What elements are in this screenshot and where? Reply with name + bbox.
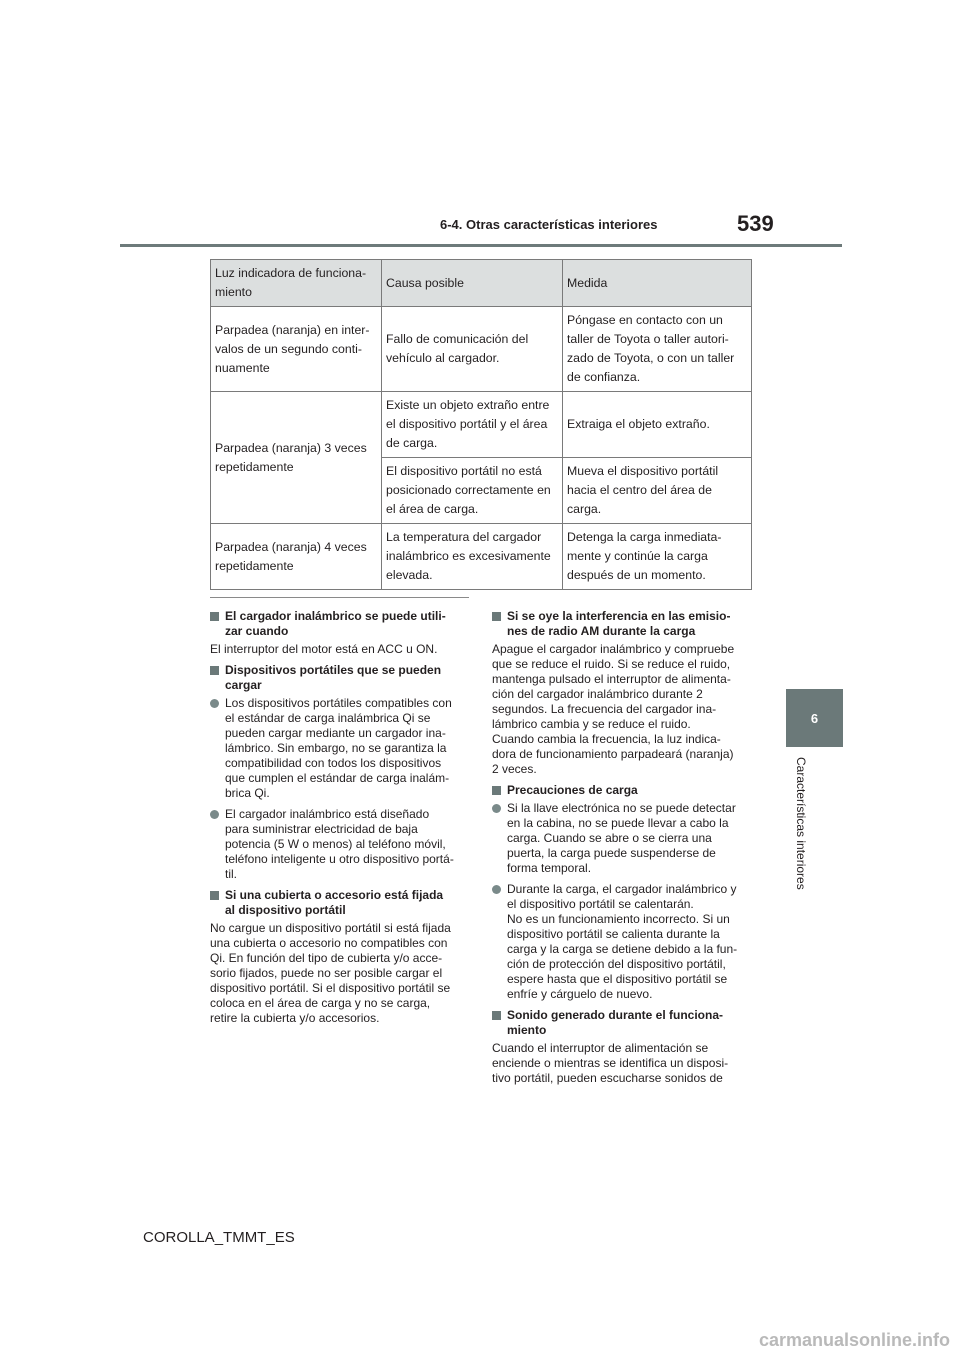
subheading bbox=[210, 609, 468, 639]
table-row bbox=[211, 392, 752, 458]
table-header-row bbox=[211, 260, 752, 307]
subheading bbox=[210, 888, 468, 918]
bullet-item bbox=[210, 807, 468, 882]
table-cell-cause: La temperatura del cargador inalámbrico es excesivamente elevada. bbox=[382, 524, 563, 590]
subheading-text: Dispositivos portátiles que se pueden cargar bbox=[225, 663, 442, 692]
table-cell-indicator: Parpadea (naranja) 3 veces repetidamente bbox=[211, 392, 382, 524]
table-row bbox=[211, 307, 752, 392]
chapter-label: Características interiores bbox=[794, 757, 808, 890]
header-rule bbox=[120, 244, 842, 247]
square-bullet-icon bbox=[492, 1011, 501, 1020]
table-cell-cause: Fallo de comunicación del vehículo al cargador. bbox=[382, 307, 563, 392]
square-bullet-icon bbox=[492, 612, 501, 621]
subheading-text: Si una cubierta o accesorio está fijada al dispositivo portátil bbox=[225, 888, 444, 917]
paragraph: El interruptor del motor está en ACC u ON. bbox=[210, 642, 438, 656]
header-indicator: Luz indicadora de funciona- miento bbox=[211, 260, 382, 307]
page-number: 539 bbox=[737, 211, 774, 236]
subheading-text: Sonido generado durante el funciona- miento bbox=[507, 1008, 724, 1037]
paragraph: Apague el cargador inalámbrico y compruebe que se reduce el ruido. Si se reduce el ruido, mantenga pulsado el interruptor de alimenta- ción del cargador inalámbrico durante 2 segundos. La frecuencia del cargador ina- lámbrico cambia y se reduce el ruido. Cuando cambia la frecuencia, la luz indica- dora de funcionamiento parpadeará (naranja) 2 veces. bbox=[492, 642, 735, 776]
indicator-table bbox=[210, 259, 752, 590]
bullet-text: Si la llave electrónica no se puede detectar en la cabina, no se puede llevar a cabo la carga. Cuando se abre o se cierra una puerta, la carga puede suspenderse de forma temporal. bbox=[507, 801, 736, 875]
circle-bullet-icon bbox=[492, 804, 501, 813]
bullet-text: Los dispositivos portátiles compatibles con el estándar de carga inalámbrica Qi se pueden cargar mediante un cargador ina- lámbrico. Sin embargo, no se garantiza la compatibilidad con todos los dispositivos que cumplen el estándar de carga inalám- brica Qi. bbox=[225, 696, 452, 800]
paragraph: Cuando el interruptor de alimentación se enciende o mientras se identifica un disposi- tivo portátil, pueden escucharse sonidos de bbox=[492, 1041, 729, 1085]
table-cell-indicator: Parpadea (naranja) 4 veces repetidamente bbox=[211, 524, 382, 590]
square-bullet-icon bbox=[210, 612, 219, 621]
column-divider-rule bbox=[210, 597, 469, 598]
square-bullet-icon bbox=[210, 666, 219, 675]
chapter-number: 6 bbox=[810, 710, 819, 726]
subheading-text: Si se oye la interferencia en las emisio- nes de radio AM durante la carga bbox=[507, 609, 731, 638]
table-cell-cause: Existe un objeto extraño entre el dispositivo portátil y el área de carga. bbox=[382, 392, 563, 458]
header-action: Medida bbox=[563, 260, 752, 307]
subheading-text: Precauciones de carga bbox=[507, 783, 638, 797]
subheading bbox=[492, 783, 750, 798]
table-row bbox=[211, 524, 752, 590]
subheading-text: El cargador inalámbrico se puede utili- zar cuando bbox=[225, 609, 446, 638]
circle-bullet-icon bbox=[210, 810, 219, 819]
watermark[interactable]: carmanualsonline.info bbox=[758, 1330, 950, 1350]
table-cell-action: Extraiga el objeto extraño. bbox=[563, 392, 752, 458]
bullet-text: Durante la carga, el cargador inalámbrico y el dispositivo portátil se calentarán. No es un funcionamiento incorrecto. Si un dispositivo portátil se calienta durante la carga y la carga se detiene debido a la fun- ción de protección del dispositivo portátil, espere hasta que el dispositivo portátil se enfríe y cárguelo de nuevo. bbox=[507, 882, 738, 1001]
right-column bbox=[492, 604, 750, 1092]
table-cell-action: Mueva el dispositivo portátil hacia el centro del área de carga. bbox=[563, 458, 752, 524]
subheading bbox=[492, 609, 750, 639]
left-column bbox=[210, 604, 468, 1032]
table-cell-action: Detenga la carga inmediata- mente y continúe la carga después de un momento. bbox=[563, 524, 752, 590]
section-title: 6-4. Otras características interiores bbox=[440, 217, 658, 232]
document-code: COROLLA_TMMT_ES bbox=[143, 1229, 295, 1246]
square-bullet-icon bbox=[210, 891, 219, 900]
chapter-tab bbox=[786, 689, 843, 747]
table-cell-cause: El dispositivo portátil no está posicionado correctamente en el área de carga. bbox=[382, 458, 563, 524]
paragraph: No cargue un dispositivo portátil si está fijada una cubierta o accesorio no compatibles con Qi. En función del tipo de cubierta y/o acce- sorio fijados, puede no ser posible cargar el dispositivo portátil. Si el dispositivo portátil se coloca en el área de carga y no se carga, retire la cubierta y/o accesorios. bbox=[210, 921, 451, 1025]
header-cause: Causa posible bbox=[382, 260, 563, 307]
bullet-item bbox=[492, 801, 750, 876]
table-cell-indicator: Parpadea (naranja) en inter- valos de un segundo conti- nuamente bbox=[211, 307, 382, 392]
subheading bbox=[492, 1008, 750, 1038]
subheading bbox=[210, 663, 468, 693]
bullet-item bbox=[492, 882, 750, 1002]
bullet-text: El cargador inalámbrico está diseñado para suministrar electricidad de baja potencia (5 W o menos) al teléfono móvil, teléfono inteligente u otro dispositivo portá- til. bbox=[225, 807, 454, 881]
square-bullet-icon bbox=[492, 786, 501, 795]
circle-bullet-icon bbox=[492, 885, 501, 894]
table-cell-action: Póngase en contacto con un taller de Toyota o taller autori- zado de Toyota, o con un taller de confianza. bbox=[563, 307, 752, 392]
circle-bullet-icon bbox=[210, 699, 219, 708]
bullet-item bbox=[210, 696, 468, 801]
